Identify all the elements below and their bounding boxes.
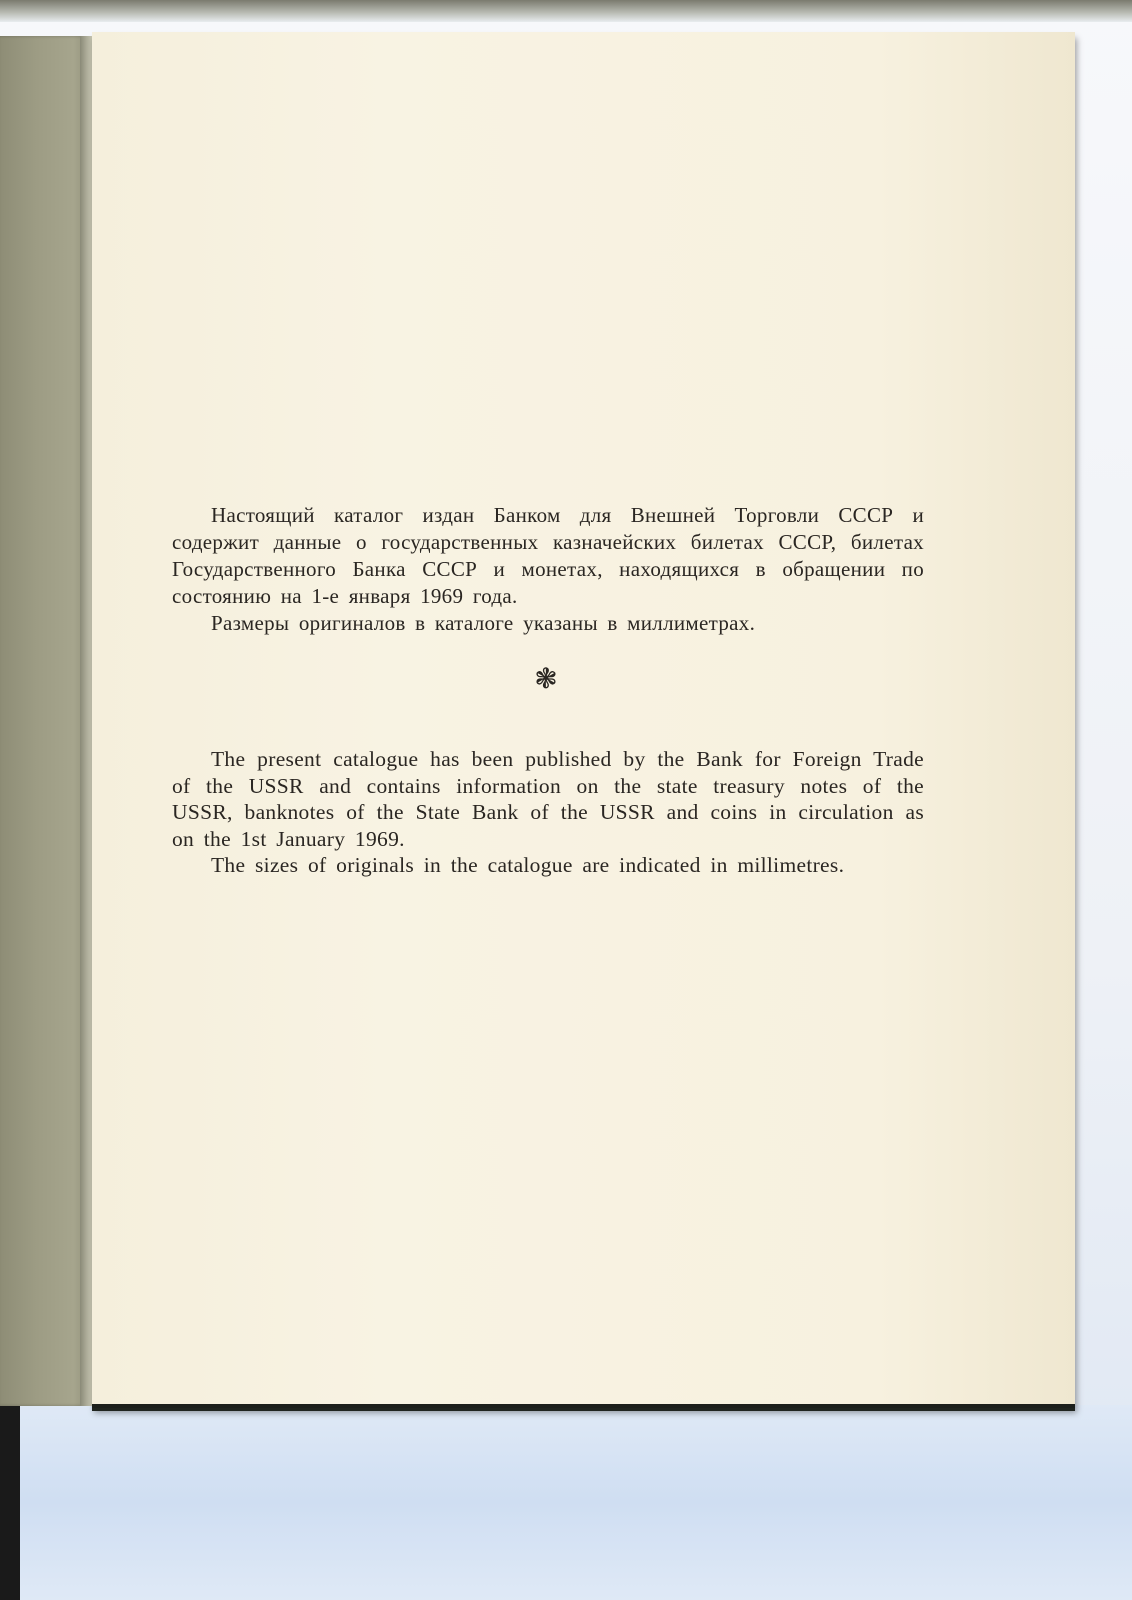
russian-paragraph-2: Размеры оригиналов в каталоге указаны в миллиметрах.: [211, 611, 756, 635]
english-text-block: [172, 746, 924, 879]
page-bottom-shadow: [92, 1404, 1075, 1408]
english-paragraph-2: The sizes of originals in the catalogue are indicated in millimetres.: [211, 853, 845, 877]
russian-paragraph-1: Настоящий каталог издан Банком для Внешней Торговли СССР и содержит данные о государственных казначейских билетах СССР, билетах Государственного Банка СССР и монетах, находящихся в обращении по состоянию на 1-е января 1969 года.: [172, 503, 924, 608]
booklet-page: [92, 32, 1075, 1407]
booklet-spine: [0, 36, 92, 1406]
scan-top-edge: [0, 0, 1132, 22]
scan-left-strip: [0, 1405, 20, 1600]
english-paragraph-1: The present catalogue has been published by the Bank for Foreign Trade of the USSR and contains information on the state treasury notes of the USSR, banknotes of the State Bank of the USSR and coins in circulation as on the 1st January 1969.: [172, 747, 924, 851]
scan-backdrop: [0, 1405, 1132, 1600]
spine-binding-gap: [80, 36, 92, 1406]
russian-text-block: [172, 502, 924, 637]
flower-separator-icon: ❃: [534, 662, 558, 695]
